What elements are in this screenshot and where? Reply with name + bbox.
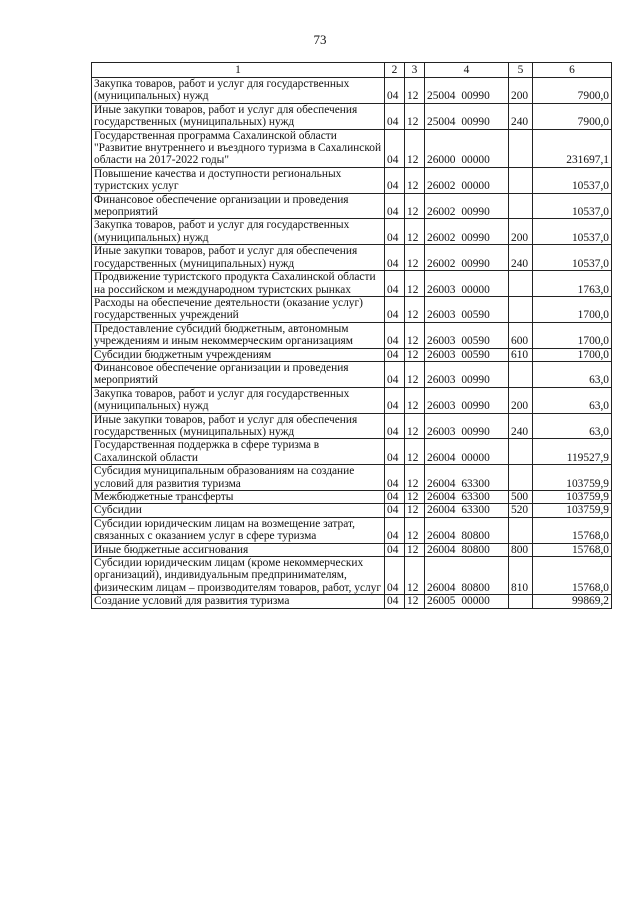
row-subsection: 12	[405, 348, 425, 361]
row-name: Продвижение туристского продукта Сахалинской области на российском и международном туристских рынках	[92, 271, 385, 297]
table-row	[92, 387, 612, 413]
table-row	[92, 557, 612, 595]
row-amount: 63,0	[533, 361, 612, 387]
col-header-name: 1	[92, 63, 385, 78]
row-section: 04	[385, 557, 405, 595]
row-subsection: 12	[405, 78, 425, 104]
table-row	[92, 348, 612, 361]
row-target-article: 26004 00000	[425, 439, 509, 465]
row-name: Субсидии бюджетным учреждениям	[92, 348, 385, 361]
table-row	[92, 193, 612, 219]
row-target-article: 25004 00990	[425, 78, 509, 104]
row-amount: 1700,0	[533, 348, 612, 361]
row-target-article: 26004 80800	[425, 517, 509, 543]
row-target-article: 26003 00990	[425, 387, 509, 413]
table-row	[92, 78, 612, 104]
row-subsection: 12	[405, 491, 425, 504]
row-expense-type: 200	[509, 219, 533, 245]
row-section: 04	[385, 167, 405, 193]
row-name: Иные закупки товаров, работ и услуг для обеспечения государственных (муниципальных) нужд	[92, 103, 385, 129]
row-subsection: 12	[405, 465, 425, 491]
row-subsection: 12	[405, 543, 425, 556]
row-subsection: 12	[405, 129, 425, 167]
table-row	[92, 219, 612, 245]
row-amount: 1763,0	[533, 271, 612, 297]
row-name: Иные бюджетные ассигнования	[92, 543, 385, 556]
row-target-article: 26004 63300	[425, 504, 509, 517]
row-amount: 63,0	[533, 387, 612, 413]
row-subsection: 12	[405, 595, 425, 608]
row-amount: 103759,9	[533, 504, 612, 517]
row-subsection: 12	[405, 193, 425, 219]
row-amount: 7900,0	[533, 103, 612, 129]
col-header-section: 2	[385, 63, 405, 78]
row-expense-type	[509, 271, 533, 297]
row-expense-type: 520	[509, 504, 533, 517]
row-section: 04	[385, 296, 405, 322]
table-row	[92, 595, 612, 608]
row-name: Субсидии	[92, 504, 385, 517]
row-section: 04	[385, 387, 405, 413]
row-target-article: 26003 00990	[425, 361, 509, 387]
row-amount: 15768,0	[533, 557, 612, 595]
row-target-article: 26004 80800	[425, 557, 509, 595]
row-expense-type	[509, 296, 533, 322]
row-amount: 63,0	[533, 413, 612, 439]
row-subsection: 12	[405, 413, 425, 439]
table-row	[92, 491, 612, 504]
table-row	[92, 296, 612, 322]
row-name: Финансовое обеспечение организации и проведения мероприятий	[92, 361, 385, 387]
table-row	[92, 543, 612, 556]
row-section: 04	[385, 219, 405, 245]
row-section: 04	[385, 193, 405, 219]
row-subsection: 12	[405, 517, 425, 543]
row-subsection: 12	[405, 361, 425, 387]
table-row	[92, 245, 612, 271]
page-number: 73	[313, 32, 327, 47]
table-row	[92, 167, 612, 193]
table-row	[92, 271, 612, 297]
row-target-article: 26004 80800	[425, 543, 509, 556]
table-row	[92, 504, 612, 517]
row-expense-type	[509, 465, 533, 491]
row-name: Создание условий для развития туризма	[92, 595, 385, 608]
row-expense-type: 240	[509, 103, 533, 129]
row-subsection: 12	[405, 219, 425, 245]
row-expense-type: 610	[509, 348, 533, 361]
row-expense-type	[509, 129, 533, 167]
row-name: Расходы на обеспечение деятельности (оказание услуг) государственных учреждений	[92, 296, 385, 322]
col-header-subsection: 3	[405, 63, 425, 78]
row-subsection: 12	[405, 245, 425, 271]
row-target-article: 26004 63300	[425, 491, 509, 504]
table-row	[92, 322, 612, 348]
row-name: Закупка товаров, работ и услуг для государственных (муниципальных) нужд	[92, 387, 385, 413]
row-section: 04	[385, 78, 405, 104]
row-amount: 15768,0	[533, 543, 612, 556]
row-expense-type	[509, 361, 533, 387]
row-section: 04	[385, 322, 405, 348]
row-amount: 10537,0	[533, 167, 612, 193]
row-subsection: 12	[405, 296, 425, 322]
row-section: 04	[385, 439, 405, 465]
row-name: Государственная программа Сахалинской области "Развитие внутреннего и въездного туризма в Сахалинской области на 2017-2022 годы"	[92, 129, 385, 167]
row-name: Повышение качества и доступности региональных туристских услуг	[92, 167, 385, 193]
row-amount: 1700,0	[533, 296, 612, 322]
row-subsection: 12	[405, 504, 425, 517]
row-subsection: 12	[405, 271, 425, 297]
row-name: Субсидии юридическим лицам (кроме некоммерческих организаций), индивидуальным предпринимателям, физическим лицам – производителям товаров, работ, услуг	[92, 557, 385, 595]
row-amount: 10537,0	[533, 219, 612, 245]
table-row	[92, 361, 612, 387]
table-row	[92, 129, 612, 167]
table-row	[92, 413, 612, 439]
row-name: Субсидии юридическим лицам на возмещение затрат, связанных с оказанием услуг в сфере туризма	[92, 517, 385, 543]
row-expense-type: 500	[509, 491, 533, 504]
row-target-article: 26002 00990	[425, 245, 509, 271]
col-header-amount: 6	[533, 63, 612, 78]
row-expense-type	[509, 517, 533, 543]
table-row	[92, 465, 612, 491]
row-name: Закупка товаров, работ и услуг для государственных (муниципальных) нужд	[92, 219, 385, 245]
row-subsection: 12	[405, 387, 425, 413]
row-section: 04	[385, 465, 405, 491]
row-expense-type: 200	[509, 387, 533, 413]
row-target-article: 26002 00000	[425, 167, 509, 193]
row-name: Предоставление субсидий бюджетным, автономным учреждениям и иным некоммерческим организациям	[92, 322, 385, 348]
row-target-article: 26003 00590	[425, 322, 509, 348]
row-section: 04	[385, 129, 405, 167]
row-expense-type	[509, 595, 533, 608]
row-target-article: 26004 63300	[425, 465, 509, 491]
table-row	[92, 517, 612, 543]
row-amount: 119527,9	[533, 439, 612, 465]
col-header-expense-type: 5	[509, 63, 533, 78]
row-target-article: 26003 00990	[425, 413, 509, 439]
row-amount: 231697,1	[533, 129, 612, 167]
row-expense-type: 240	[509, 245, 533, 271]
row-amount: 1700,0	[533, 322, 612, 348]
row-amount: 99869,2	[533, 595, 612, 608]
row-name: Иные закупки товаров, работ и услуг для обеспечения государственных (муниципальных) нужд	[92, 245, 385, 271]
row-target-article: 26002 00990	[425, 219, 509, 245]
table-row	[92, 103, 612, 129]
budget-table	[91, 62, 612, 609]
row-target-article: 26000 00000	[425, 129, 509, 167]
row-amount: 10537,0	[533, 245, 612, 271]
row-name: Государственная поддержка в сфере туризма в Сахалинской области	[92, 439, 385, 465]
row-expense-type	[509, 439, 533, 465]
row-section: 04	[385, 517, 405, 543]
row-expense-type: 800	[509, 543, 533, 556]
row-section: 04	[385, 348, 405, 361]
row-amount: 15768,0	[533, 517, 612, 543]
row-name: Межбюджетные трансферты	[92, 491, 385, 504]
row-section: 04	[385, 361, 405, 387]
row-section: 04	[385, 271, 405, 297]
row-expense-type: 200	[509, 78, 533, 104]
row-subsection: 12	[405, 439, 425, 465]
row-name: Субсидия муниципальным образованиям на создание условий для развития туризма	[92, 465, 385, 491]
row-target-article: 26003 00590	[425, 348, 509, 361]
col-header-target-article: 4	[425, 63, 509, 78]
row-target-article: 26003 00590	[425, 296, 509, 322]
row-amount: 103759,9	[533, 465, 612, 491]
row-section: 04	[385, 504, 405, 517]
row-subsection: 12	[405, 103, 425, 129]
row-amount: 7900,0	[533, 78, 612, 104]
row-target-article: 26003 00000	[425, 271, 509, 297]
row-amount: 103759,9	[533, 491, 612, 504]
row-name: Финансовое обеспечение организации и проведения мероприятий	[92, 193, 385, 219]
row-expense-type	[509, 193, 533, 219]
row-section: 04	[385, 413, 405, 439]
row-expense-type: 600	[509, 322, 533, 348]
row-expense-type	[509, 167, 533, 193]
row-target-article: 25004 00990	[425, 103, 509, 129]
row-section: 04	[385, 543, 405, 556]
row-name: Иные закупки товаров, работ и услуг для обеспечения государственных (муниципальных) нужд	[92, 413, 385, 439]
row-subsection: 12	[405, 557, 425, 595]
row-section: 04	[385, 103, 405, 129]
row-expense-type: 810	[509, 557, 533, 595]
row-section: 04	[385, 245, 405, 271]
row-subsection: 12	[405, 322, 425, 348]
row-name: Закупка товаров, работ и услуг для государственных (муниципальных) нужд	[92, 78, 385, 104]
header-row	[92, 63, 612, 78]
table-body	[92, 78, 612, 609]
row-amount: 10537,0	[533, 193, 612, 219]
row-target-article: 26005 00000	[425, 595, 509, 608]
row-section: 04	[385, 595, 405, 608]
row-subsection: 12	[405, 167, 425, 193]
row-target-article: 26002 00990	[425, 193, 509, 219]
table-row	[92, 439, 612, 465]
row-section: 04	[385, 491, 405, 504]
row-expense-type: 240	[509, 413, 533, 439]
